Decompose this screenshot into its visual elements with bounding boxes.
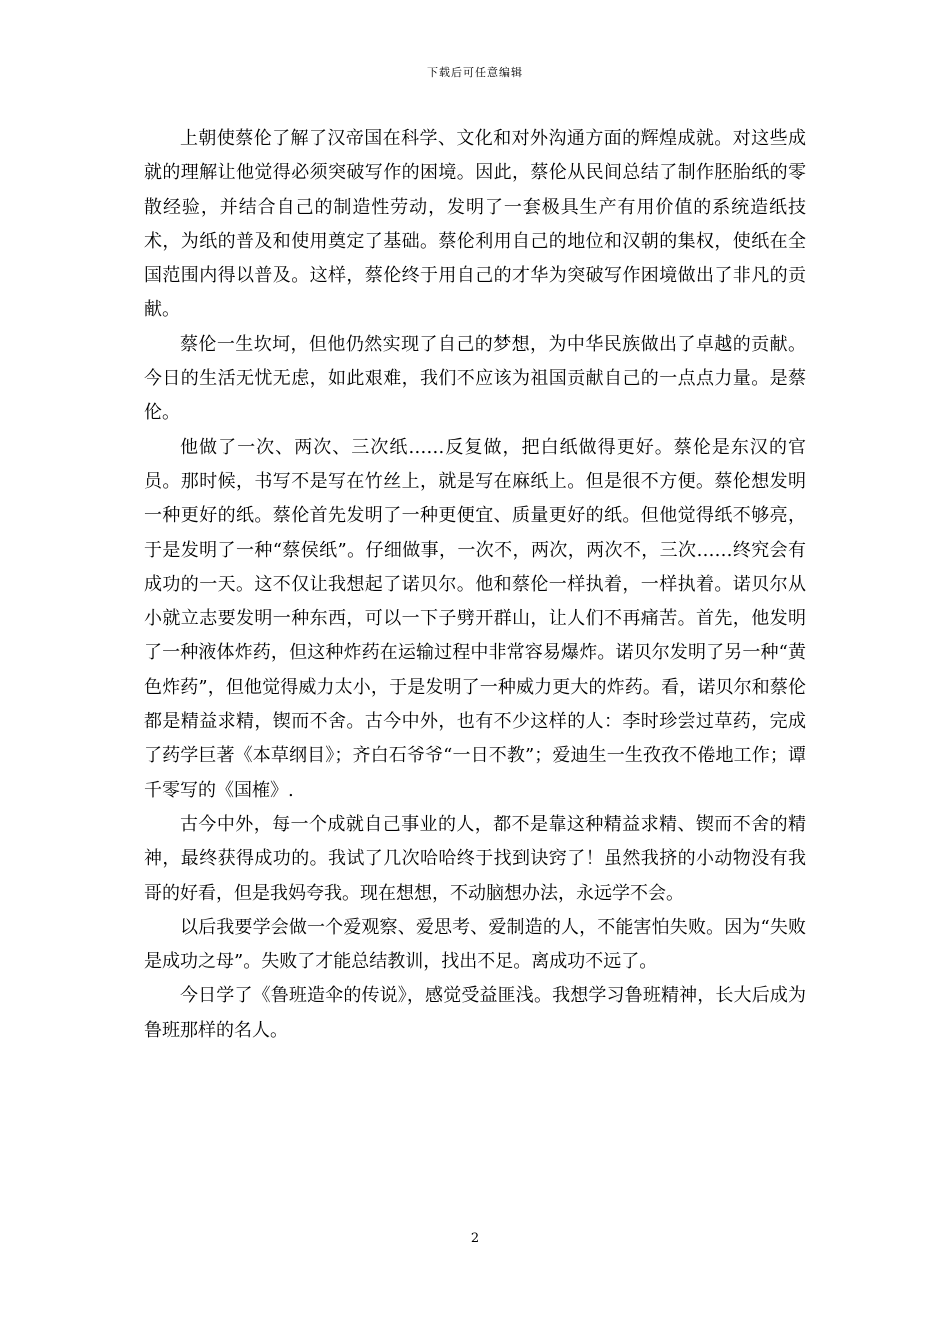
paragraph-4: 古今中外，每一个成就自己事业的人，都不是靠这种精益求精、锲而不舍的精神，最终获得成功的。我试了几次哈哈终于找到诀窍了！虽然我挤的小动物没有我哥的好看，但是我妈夸我。现在想想，不动脑想办法，永远学不会。 bbox=[144, 813, 806, 904]
page-number: 2 bbox=[470, 1231, 480, 1246]
document-body bbox=[144, 122, 806, 1048]
page-header: 下载后可任意编辑 bbox=[427, 66, 523, 79]
paragraph-2: 蔡伦一生坎坷，但他仍然实现了自己的梦想，为中华民族做出了卓越的贡献。今日的生活无忧无虑，如此艰难，我们不应该为祖国贡献自己的一点点力量。是蔡伦。 bbox=[144, 333, 806, 424]
paragraph-5: 以后我要学会做一个爱观察、爱思考、爱制造的人，不能害怕失败。因为“失败是成功之母”。失败了才能总结教训，找出不足。离成功不远了。 bbox=[144, 916, 806, 973]
paragraph-6: 今日学了《鲁班造伞的传说》，感觉受益匪浅。我想学习鲁班精神，长大后成为鲁班那样的名人。 bbox=[144, 985, 806, 1041]
paragraph-1: 上朝使蔡伦了解了汉帝国在科学、文化和对外沟通方面的辉煌成就。对这些成就的理解让他觉得必须突破写作的困境。因此，蔡伦从民间总结了制作胚胎纸的零散经验，并结合自己的制造性劳动，发明了一套极具生产有用价值的系统造纸技术，为纸的普及和使用奠定了基础。蔡伦利用自己的地位和汉朝的集权，使纸在全国范围内得以普及。这样，蔡伦终于用自己的才华为突破写作困境做出了非凡的贡献。 bbox=[144, 128, 806, 321]
paragraph-3: 他做了一次、两次、三次纸……反复做，把白纸做得更好。蔡伦是东汉的官员。那时候，书写不是写在竹丝上，就是写在麻纸上。但是很不方便。蔡伦想发明一种更好的纸。蔡伦首先发明了一种更便宜、质量更好的纸。但他觉得纸不够亮，于是发明了一种“蔡侯纸”。仔细做事，一次不，两次，两次不，三次……终究会有成功的一天。这不仅让我想起了诺贝尔。他和蔡伦一样执着，一样执着。诺贝尔从小就立志要发明一种东西，可以一下子劈开群山，让人们不再痛苦。首先，他发明了一种液体炸药，但这种炸药在运输过程中非常容易爆炸。诺贝尔发明了另一种“黄色炸药”，但他觉得威力太小，于是发明了一种威力更大的炸药。看，诺贝尔和蔡伦都是精益求精，锲而不舍。古今中外，也有不少这样的人：李时珍尝过草药，完成了药学巨著《本草纲目》；齐白石爷爷“一日不教”；爱迪生一生孜孜不倦地工作；谭千零写的《国榷》. bbox=[144, 436, 806, 801]
